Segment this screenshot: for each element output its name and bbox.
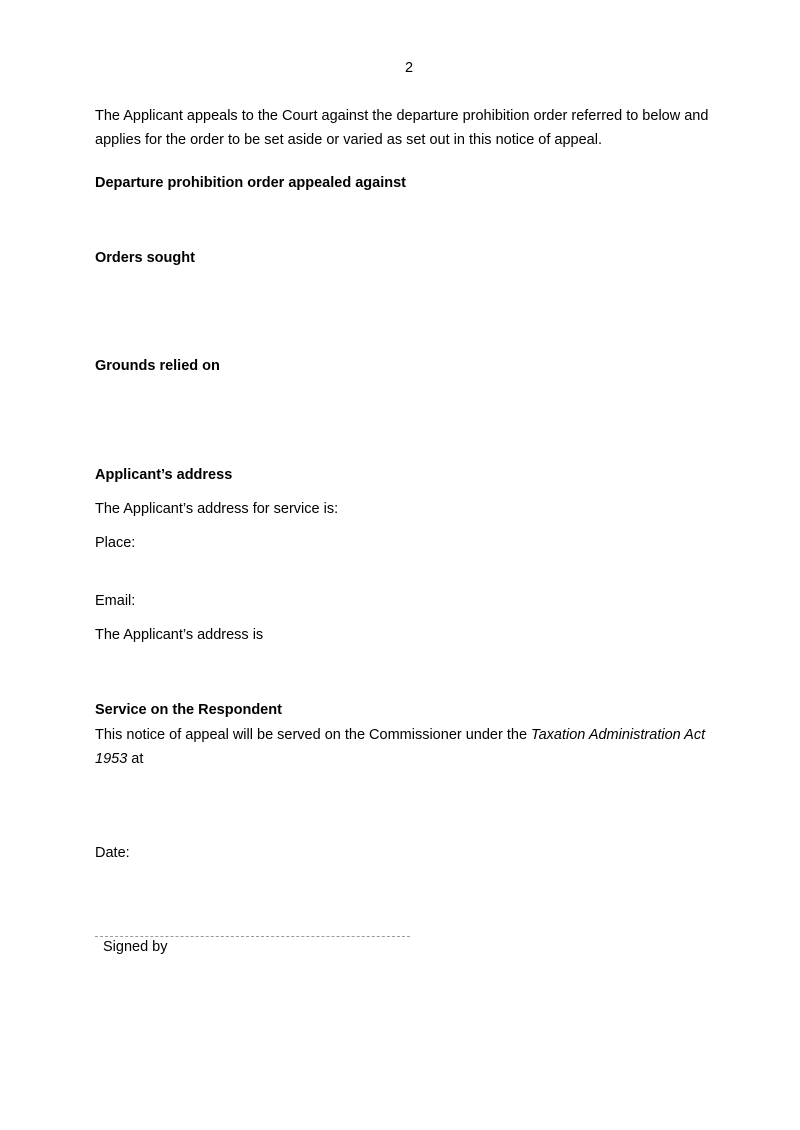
- address-for-service-line: The Applicant’s address for service is:: [95, 501, 339, 517]
- heading-order-appealed: Departure prohibition order appealed against: [95, 175, 406, 191]
- service-text-after: at: [127, 751, 144, 767]
- service-paragraph: [95, 723, 730, 771]
- email-label: Email:: [95, 593, 136, 609]
- date-label: Date:: [95, 845, 130, 861]
- heading-applicant-address: Applicant’s address: [95, 467, 233, 483]
- heading-grounds: Grounds relied on: [95, 358, 220, 374]
- signed-by-label: Signed by: [103, 939, 168, 955]
- intro-paragraph: The Applicant appeals to the Court against the departure prohibition order referred to below and applies for the order to be set aside or varied as set out in this notice of appeal.: [95, 108, 709, 148]
- page-number: 2: [404, 60, 414, 76]
- heading-orders-sought: Orders sought: [95, 250, 195, 266]
- heading-service: Service on the Respondent: [95, 702, 282, 718]
- act-name: Taxation Administration Act 1953: [95, 727, 706, 767]
- place-label: Place:: [95, 535, 136, 551]
- service-text-before: This notice of appeal will be served on the Commissioner under the: [95, 727, 532, 743]
- applicant-address-line: The Applicant’s address is: [95, 627, 264, 643]
